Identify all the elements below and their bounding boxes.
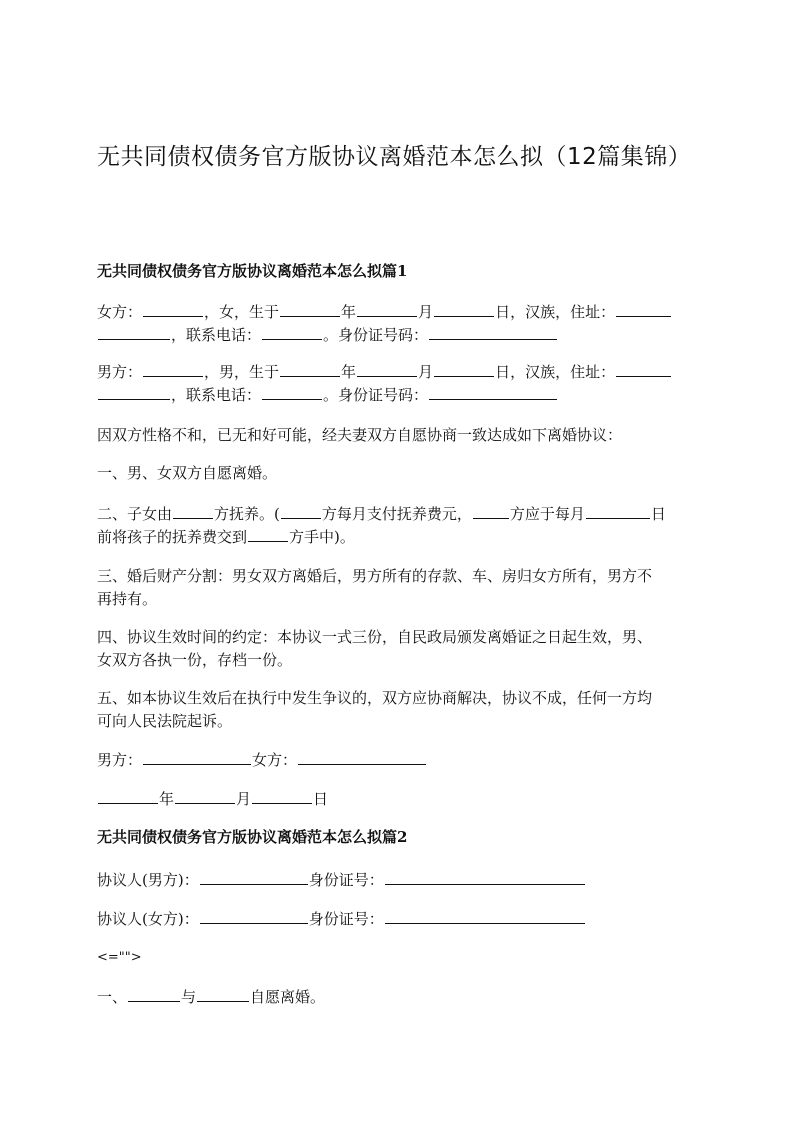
payment-party-blank[interactable]	[473, 504, 509, 519]
sign-day-blank[interactable]	[252, 789, 312, 804]
clause-3-line-1: 三、婚后财产分割：男女双方离婚后，男方所有的存款、车、房归女方所有，男方不	[97, 567, 653, 585]
clause-1	[97, 462, 697, 485]
signing-date	[97, 788, 697, 811]
male-day-text: 日，汉族，住址：	[495, 363, 616, 381]
male-id-text: 。身份证号码：	[323, 386, 429, 404]
male-signature-blank[interactable]	[143, 750, 251, 765]
party-female-name-blank[interactable]	[200, 909, 308, 924]
clause-2-text-e: 日	[650, 505, 666, 523]
party-male-row	[97, 869, 697, 892]
party-b-blank[interactable]	[197, 987, 249, 1002]
clause-4-line-1: 四、协议生效时间的约定：本协议一式三份，自民政局颁发离婚证之日起生效，男、	[97, 628, 653, 646]
clause-3-line-2: 再持有。	[97, 590, 158, 608]
sign-month-blank[interactable]	[175, 789, 235, 804]
divorce-reason-text: 因双方性格不和，已无和好可能，经夫妻双方自愿协商一致达成如下离婚协议：	[97, 426, 623, 444]
section2-clause-1-suffix: 自愿离婚。	[250, 988, 326, 1006]
female-day-text: 日，汉族，住址：	[495, 303, 616, 321]
divorce-reason	[97, 424, 697, 447]
custody-party-blank[interactable]	[173, 504, 213, 519]
female-address-blank[interactable]	[616, 302, 671, 317]
party-a-blank[interactable]	[128, 987, 180, 1002]
sign-day-text: 日	[313, 790, 329, 808]
section2-clause-1-and: 与	[181, 988, 197, 1006]
party-male-label: 协议人(男方)：	[97, 871, 199, 889]
party-female-row	[97, 908, 697, 931]
section-heading-2: 无共同债权债务官方版协议离婚范本怎么拟篇2	[97, 828, 408, 846]
female-signature-label: 女方：	[252, 751, 298, 769]
section2-clause-1-prefix: 一、	[97, 988, 128, 1006]
female-id-text: 。身份证号码：	[323, 326, 429, 344]
female-name-blank[interactable]	[143, 302, 203, 317]
clause-2-line-2	[97, 526, 697, 549]
signature-row	[97, 749, 697, 772]
male-year-text: 年	[341, 363, 357, 381]
male-month-text: 月	[418, 363, 434, 381]
party-female-id-blank[interactable]	[385, 909, 585, 924]
female-sex-text: ，女，生于	[204, 303, 280, 321]
female-birth-month-blank[interactable]	[357, 302, 417, 317]
html-fragment-text: <="">	[97, 950, 142, 965]
female-address-blank-cont[interactable]	[98, 325, 170, 340]
party-male-id-blank[interactable]	[385, 870, 585, 885]
female-phone-blank[interactable]	[262, 325, 322, 340]
sign-year-blank[interactable]	[98, 789, 158, 804]
male-info-line-1	[97, 361, 697, 384]
male-birth-month-blank[interactable]	[357, 362, 417, 377]
section2-clause-1	[97, 986, 697, 1009]
clause-2-line-1	[97, 503, 697, 526]
clause-3-property	[97, 565, 697, 611]
section2-clause-1-row	[97, 986, 697, 1009]
female-signature-blank[interactable]	[298, 750, 426, 765]
party-male-id-label: 身份证号：	[308, 871, 384, 889]
male-id-blank[interactable]	[429, 385, 557, 400]
female-info-line-2	[97, 324, 697, 347]
male-signature-label: 男方：	[97, 751, 143, 769]
clause-5-line-1: 五、如本协议生效后在执行中发生争议的，双方应协商解决，协议不成，任何一方均	[97, 689, 653, 707]
clause-2-text-b: 方抚养。(	[214, 505, 280, 523]
female-label: 女方：	[97, 303, 143, 321]
clause-5-dispute	[97, 687, 697, 733]
male-birth-year-blank[interactable]	[280, 362, 340, 377]
sign-year-text: 年	[159, 790, 175, 808]
female-id-blank[interactable]	[429, 325, 557, 340]
female-birth-day-blank[interactable]	[434, 302, 494, 317]
recipient-party-blank[interactable]	[248, 527, 288, 542]
clause-2-text-g: 方手中)。	[289, 528, 355, 546]
document-title: 无共同债权债务官方版协议离婚范本怎么拟（12篇集锦）	[97, 144, 692, 170]
support-payer-blank[interactable]	[281, 504, 321, 519]
male-address-blank[interactable]	[616, 362, 671, 377]
party-female-info	[97, 908, 697, 931]
signature-line	[97, 749, 697, 772]
female-party-info	[97, 301, 697, 347]
male-phone-blank[interactable]	[262, 385, 322, 400]
sign-month-text: 月	[236, 790, 252, 808]
party-male-name-blank[interactable]	[200, 870, 308, 885]
clause-2-text-c: 方每月支付抚养费元，	[321, 505, 472, 523]
male-phone-text: ，联系电话：	[171, 386, 262, 404]
male-party-info	[97, 361, 697, 407]
female-month-text: 月	[418, 303, 434, 321]
clause-4-effective	[97, 626, 697, 672]
clause-4-line-2: 女双方各执一份，存档一份。	[97, 651, 293, 669]
party-female-id-label: 身份证号：	[308, 910, 384, 928]
clause-5-line-2: 可向人民法院起诉。	[97, 712, 233, 730]
male-info-line-2	[97, 384, 697, 407]
html-fragment	[97, 946, 697, 969]
clause-2-text-f: 前将孩子的抚养费交到	[97, 528, 248, 546]
female-phone-text: ，联系电话：	[171, 326, 262, 344]
party-female-label: 协议人(女方)：	[97, 910, 199, 928]
female-info-line-1	[97, 301, 697, 324]
male-label: 男方：	[97, 363, 143, 381]
clause-2-custody	[97, 503, 697, 549]
male-address-blank-cont[interactable]	[98, 385, 170, 400]
party-male-info	[97, 869, 697, 892]
female-year-text: 年	[341, 303, 357, 321]
clause-2-text-a: 二、子女由	[97, 505, 173, 523]
male-name-blank[interactable]	[143, 362, 203, 377]
clause-2-text-d: 方应于每月	[509, 505, 585, 523]
section-heading-1: 无共同债权债务官方版协议离婚范本怎么拟篇1	[97, 262, 408, 280]
payment-day-blank[interactable]	[586, 504, 650, 519]
male-sex-text: ，男，生于	[204, 363, 280, 381]
signing-date-row	[97, 788, 697, 811]
female-birth-year-blank[interactable]	[280, 302, 340, 317]
clause-1-text: 一、男、女双方自愿离婚。	[97, 464, 278, 482]
male-birth-day-blank[interactable]	[434, 362, 494, 377]
